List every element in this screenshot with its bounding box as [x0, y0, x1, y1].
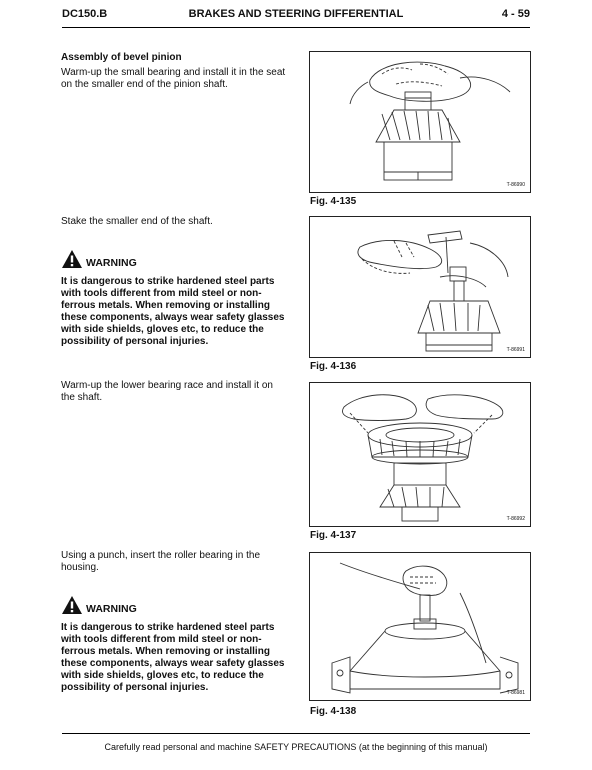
- warning-title: [61, 252, 287, 270]
- section-heading: Assembly of bevel pinion: [61, 52, 182, 63]
- header-rule: [62, 27, 530, 28]
- figure-code: T-86992: [506, 516, 525, 522]
- bearing-race-illustration: [310, 383, 530, 526]
- warning-triangle-icon: [61, 595, 83, 615]
- figure-code: T-86981: [506, 690, 525, 696]
- figure-caption: Fig. 4-135: [310, 196, 357, 207]
- footer-rule: [62, 733, 530, 734]
- page-number: 4 - 59: [501, 8, 530, 20]
- figure-4-138: [309, 552, 531, 701]
- figure-4-137: [309, 382, 531, 527]
- warning-block: [61, 252, 287, 348]
- section-text: Stake the smaller end of the shaft.: [61, 216, 213, 227]
- section-text: Warm-up the lower bearing race and install it on the shaft.: [61, 380, 273, 403]
- staking-illustration: [310, 217, 530, 357]
- page-footer: Carefully read personal and machine SAFETY PRECAUTIONS (at the beginning of this manual): [104, 742, 488, 752]
- section-text: Warm-up the small bearing and install it in the seat on the smaller end of the pinion shaft.: [61, 67, 286, 90]
- section-text: Using a punch, insert the roller bearing in the housing.: [61, 550, 261, 573]
- warning-text: It is dangerous to strike hardened steel parts with tools different from mild steel or non-ferrous metals. When removing or installing these components, always wear safety glasses with side shields, gloves etc, to reduce the possibility of personal injuries.: [61, 276, 285, 347]
- warning-label: WARNING: [86, 257, 137, 269]
- roller-bearing-housing-illustration: [310, 553, 530, 700]
- page-header: [62, 6, 530, 24]
- warning-title: [61, 598, 287, 616]
- figure-code: T-86990: [506, 182, 525, 188]
- warning-triangle-icon: [61, 249, 83, 269]
- figure-4-136: [309, 216, 531, 358]
- section-lower-bearing: [61, 380, 287, 404]
- figure-4-135: [309, 51, 531, 193]
- warning-text: It is dangerous to strike hardened steel parts with tools different from mild steel or non-ferrous metals. When removing or installing these components, always wear safety glasses with side shields, gloves etc, to reduce the possibility of personal injuries.: [61, 622, 285, 693]
- figure-caption: Fig. 4-137: [310, 530, 357, 541]
- figure-caption: Fig. 4-136: [310, 361, 357, 372]
- figure-caption: Fig. 4-138: [310, 706, 357, 717]
- warning-label: WARNING: [86, 603, 137, 615]
- model-code: DC150.B: [62, 8, 108, 20]
- bevel-pinion-illustration: [310, 52, 530, 192]
- figure-code: T-86991: [506, 347, 525, 353]
- chapter-title: BRAKES AND STEERING DIFFERENTIAL: [188, 8, 404, 20]
- section-roller-bearing: [61, 550, 287, 574]
- warning-block: [61, 598, 287, 694]
- section-bevel-pinion: [61, 52, 287, 91]
- section-stake-shaft: [61, 216, 287, 228]
